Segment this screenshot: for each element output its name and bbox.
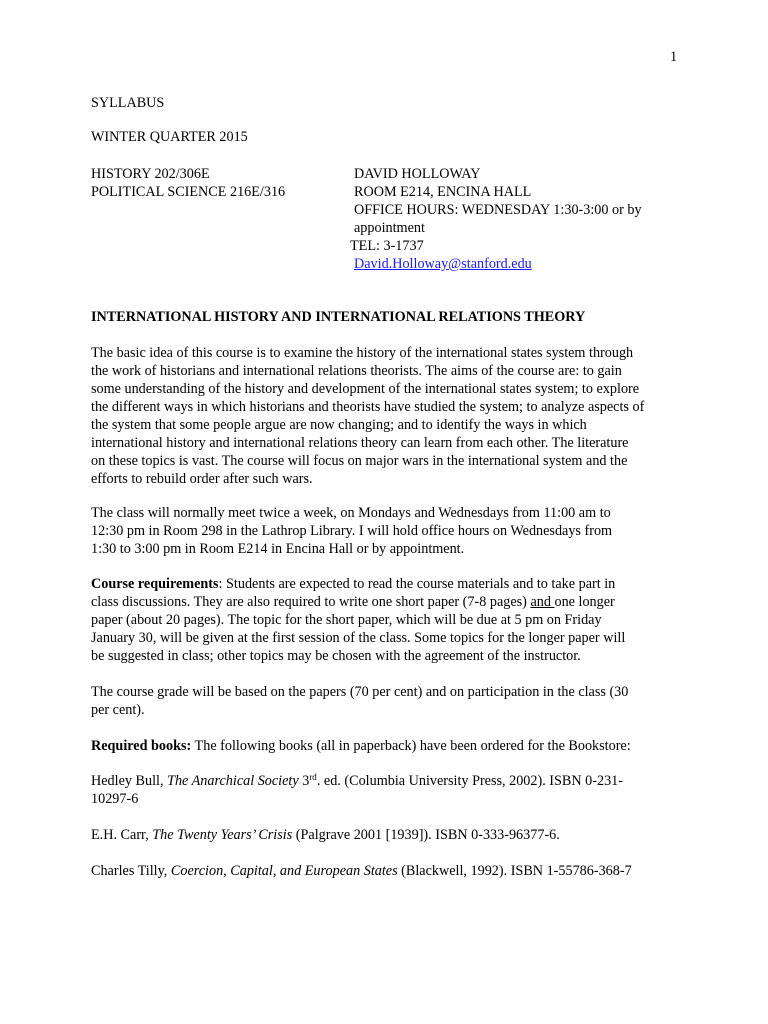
paragraph-line: the work of historians and international relations theorists. The aims of the course are: to gain: [91, 363, 622, 379]
requirements-label: Course requirements: [91, 576, 219, 592]
book-title: Coercion, Capital, and European States: [170, 863, 398, 879]
book-author: Charles Tilly,: [91, 863, 171, 879]
paragraph-line: 1:30 to 3:00 pm in Room E214 in Encina Hall or by appointment.: [91, 541, 465, 557]
paragraph-text: one longer: [554, 594, 615, 610]
paragraph-line: efforts to rebuild order after such wars.: [91, 471, 313, 487]
book-details: (Blackwell, 1992). ISBN 1-55786-368-7: [397, 863, 632, 879]
underlined-and: and: [530, 594, 555, 610]
book-author: E.H. Carr,: [91, 827, 153, 843]
book-details: (Palgrave 2001 [1939]). ISBN 0-333-96377-6.: [292, 827, 560, 843]
paragraph-line: some understanding of the history and development of the international states system; to explore: [91, 381, 640, 397]
office-hours-line2: appointment: [354, 220, 425, 236]
page-number: 1: [670, 49, 678, 65]
course-number-polisci: POLITICAL SCIENCE 216E/316: [91, 184, 286, 200]
book-entry-bull: [91, 772, 691, 808]
paragraph-text: The following books (all in paperback) have been ordered for the Bookstore:: [191, 738, 631, 754]
instructor-name: DAVID HOLLOWAY: [354, 166, 481, 182]
book-edition-suffix: rd: [309, 772, 317, 782]
paragraph-text: : Students are expected to read the course materials and to take part in: [218, 576, 616, 592]
required-books-label: Required books:: [91, 738, 192, 754]
book-edition: 3: [298, 773, 310, 789]
paragraph-line: The class will normally meet twice a week, on Mondays and Wednesdays from 11:00 am to: [91, 505, 611, 521]
paragraph-line: the different ways in which historians and theorists have studied the system; to analyze aspects of: [91, 399, 645, 415]
course-title: INTERNATIONAL HISTORY AND INTERNATIONAL RELATIONS THEORY: [91, 309, 586, 325]
book-details: . ed. (Columbia University Press, 2002). ISBN 0-231-: [316, 773, 624, 789]
paragraph-line: per cent).: [91, 702, 145, 718]
book-entry-tilly: [91, 862, 691, 880]
instructor-email-link[interactable]: David.Holloway@stanford.edu: [354, 256, 532, 272]
paragraph-line: January 30, will be given at the first session of the class. Some topics for the longer paper will: [91, 630, 626, 646]
instructor-room: ROOM E214, ENCINA HALL: [354, 184, 532, 200]
paragraph-line: be suggested in class; other topics may be chosen with the agreement of the instructor.: [91, 648, 581, 664]
book-author: Hedley Bull,: [91, 773, 168, 789]
paragraph-line: paper (about 20 pages). The topic for the short paper, which will be due at 5 pm on Friday: [91, 612, 602, 628]
book-title: The Anarchical Society: [167, 773, 299, 789]
paragraph-line: The basic idea of this course is to examine the history of the international states system through: [91, 345, 634, 361]
paragraph-line: on these topics is vast. The course will focus on major wars in the international system and the: [91, 453, 628, 469]
quarter-heading: WINTER QUARTER 2015: [91, 129, 248, 145]
grade-paragraph: [91, 683, 691, 719]
book-title: The Twenty Years’ Crisis: [152, 827, 293, 843]
required-books-intro: [91, 737, 691, 755]
instructor-phone: TEL: 3-1737: [350, 238, 424, 254]
meeting-paragraph: [91, 504, 691, 558]
syllabus-heading: SYLLABUS: [91, 95, 165, 111]
office-hours-line1: OFFICE HOURS: WEDNESDAY 1:30-3:00 or by: [354, 202, 642, 218]
paragraph-line: international history and international relations theory can learn from each other. The literature: [91, 435, 629, 451]
course-number-history: HISTORY 202/306E: [91, 166, 210, 182]
intro-paragraph: [91, 344, 691, 488]
paragraph-line: the system that some people argue are now changing; and to identify the ways in which: [91, 417, 587, 433]
paragraph-line: 12:30 pm in Room 298 in the Lathrop Library. I will hold office hours on Wednesdays from: [91, 523, 613, 539]
paragraph-text: class discussions. They are also required to write one short paper (7-8 pages): [91, 594, 531, 610]
book-details-cont: 10297-6: [91, 791, 139, 807]
book-entry-carr: [91, 826, 691, 844]
requirements-paragraph: [91, 575, 691, 665]
paragraph-line: The course grade will be based on the papers (70 per cent) and on participation in the class (30: [91, 684, 629, 700]
